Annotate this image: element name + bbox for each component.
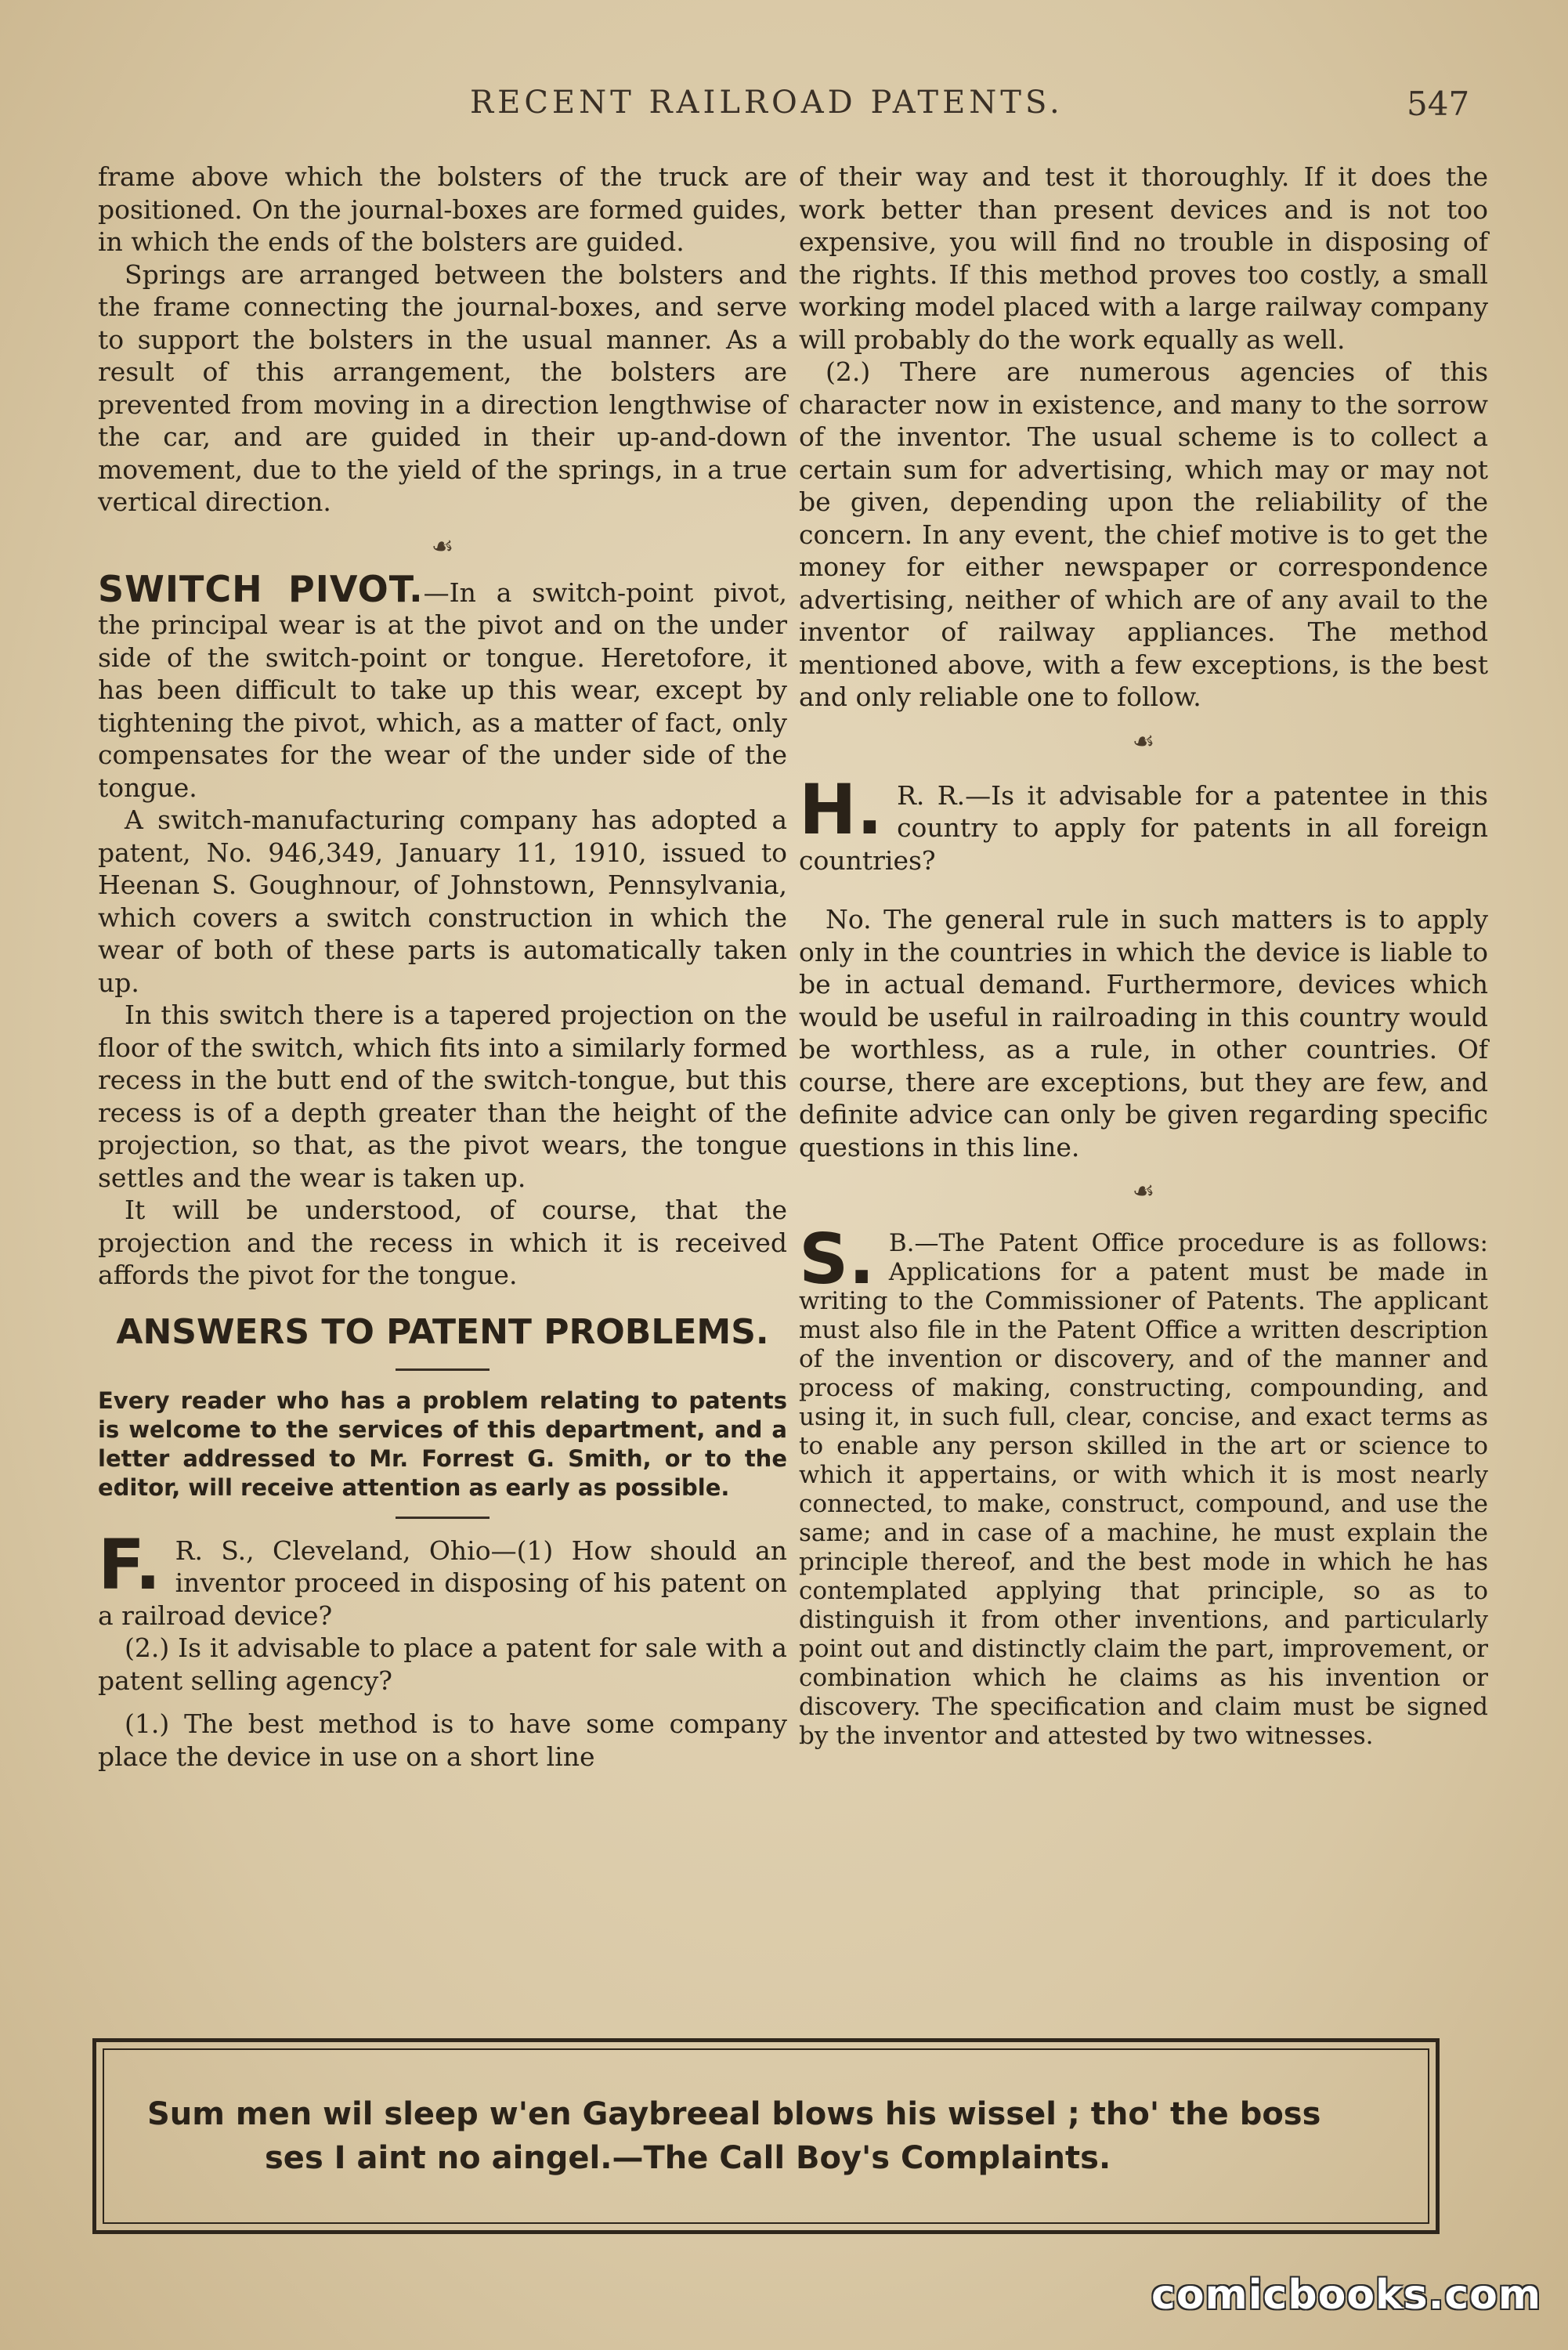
section-ornament: ☙ [1132, 725, 1155, 756]
quote-line: Sum men wil sleep w'en Gaybreeal blows his wissel ; tho' the boss [147, 2096, 1321, 2132]
divider [396, 1368, 490, 1371]
drop-initial: S. [799, 1219, 875, 1300]
left-column [98, 161, 787, 1773]
section-ornament: ☙ [1132, 1176, 1155, 1206]
body-paragraph: A switch-manufacturing company has adopted a patent, No. 946,349, January 11, 1910, issued to Heenan S. Goughnour, of Johnstown, Pennsylvania, which covers a switch construction in which the wear of both of these parts is automatically taken up. [98, 804, 787, 998]
spacer [799, 877, 1488, 903]
letter-s-b [799, 1219, 1488, 1751]
section-ornament: ☙ [431, 530, 454, 561]
body-paragraph: frame above which the bolsters of the truck are positioned. On the journal-boxes are formed guides, in which the ends of the bolsters are guided. [98, 161, 787, 257]
drop-initial: H. [799, 768, 883, 850]
article-heading: SWITCH PIVOT. [98, 567, 424, 610]
switch-pivot-article [98, 567, 787, 804]
running-head: RECENT RAILROAD PATENTS. [470, 85, 1064, 121]
drop-initial: F. [98, 1524, 161, 1605]
quote-line: ses I aint no aingel.—The Call Boy's Complaints. [265, 2140, 1111, 2176]
site-watermark: comicbooks.com [1151, 2272, 1542, 2319]
article-lead-text: —In a switch-point pivot, the principal wear is at the pivot and on the under side of the switch-point or tongue. Heretofore, it has been difficult to take up this wear, except by tightening the pivot, which, as a matter of fact, only compensates for the wear of the under side of the tongue. [98, 577, 787, 803]
letter-hr-r [799, 768, 1488, 877]
body-paragraph: Springs are arranged between the bolsters and the frame connecting the journal-boxes, and serve to support the bolsters in the usual manner. As a result of this arrangement, the bolsters are prevented from moving in a direction lengthwise of the car, and are guided in their up-and-down movement, due to the yield of the springs, in a true vertical direction. [98, 258, 787, 517]
letter-fr-s [98, 1524, 787, 1632]
letter-question: R. R.—Is it advisable for a patentee in this country to apply for patents in all foreign countries? [799, 779, 1488, 876]
answer-paragraph: B.—The Patent Office procedure is as follows: Applications for a patent must be made in writing to the Commissioner of Patents. The applicant must also file in the Patent Office a written description of the invention or discovery, and of the manner and process of making, constructing, compounding, and using it, in such full, clear, concise, and exact terms as to enable any person skilled in the art or science to which it appertains, or with which it is most nearly connected, to make, construct, compound, and use the same; and in case of a machine, he must explain the principle thereof, and the best mode in which he has contemplated applying that principle, so as to distinguish it from other inventions, and particularly point out and distinctly claim the part, improvement, or combination which he claims as his invention or discovery. The specification and claim must be signed by the inventor and attested by two witnesses. [799, 1229, 1488, 1750]
body-paragraph: It will be understood, of course, that the projection and the recess in which it is received affords the pivot for the tongue. [98, 1195, 787, 1290]
letter-question: R. S., Cleveland, Ohio—(1) How should an inventor proceed in disposing of his patent on a railroad device? [98, 1535, 787, 1631]
divider [396, 1517, 490, 1519]
quote-text [147, 2092, 1385, 2180]
page-header [0, 85, 1568, 132]
letter-question: (2.) Is it advisable to place a patent for sale with a patent selling agency? [98, 1632, 787, 1696]
answer-paragraph: (1.) The best method is to have some company place the device in use on a short line [98, 1708, 787, 1772]
quote-box [92, 2038, 1440, 2234]
body-paragraph: In this switch there is a tapered projection on the floor of the switch, which fits into a similarly formed recess in the butt end of the switch-tongue, but this recess is of a depth greater than the height of the projection, so that, as the pivot wears, the tongue settles and the wear is taken up. [98, 1000, 787, 1193]
answer-paragraph: (2.) There are numerous agencies of this character now in existence, and many to the sorrow of the inventor. The usual scheme is to collect a certain sum for advertising, which may or may not be given, depending upon the reliability of the concern. In any event, the chief motive is to get the money for either newspaper or correspondence advertising, neither of which are of any avail to the inventor of railway appliances. The method mentioned above, with a few exceptions, is the best and only reliable one to follow. [799, 356, 1488, 712]
page-number: 547 [1407, 85, 1470, 123]
answer-paragraph: No. The general rule in such matters is to apply only in the countries in which the device is liable to be in actual demand. Furthermore, devices which would be useful in railroading in this country would be worthless, as a rule, in other countries. Of course, there are exceptions, but they are few, and definite advice can only be given regarding specific questions in this line. [799, 904, 1488, 1162]
section-heading: ANSWERS TO PATENT PROBLEMS. [116, 1311, 769, 1352]
answer-paragraph: of their way and test it thoroughly. If it does the work better than present devices and is not too expensive, you will find no trouble in disposing of the rights. If this method proves too costly, a small working model placed with a large railway company will probably do the work equally as well. [799, 161, 1488, 355]
department-notice: Every reader who has a problem relating to patents is welcome to the services of this department, and a letter addressed to Mr. Forrest G. Smith, or to the editor, will receive attention as early as possible. [98, 1386, 787, 1501]
quote-inner-border [103, 2048, 1429, 2224]
right-column [799, 161, 1488, 1751]
